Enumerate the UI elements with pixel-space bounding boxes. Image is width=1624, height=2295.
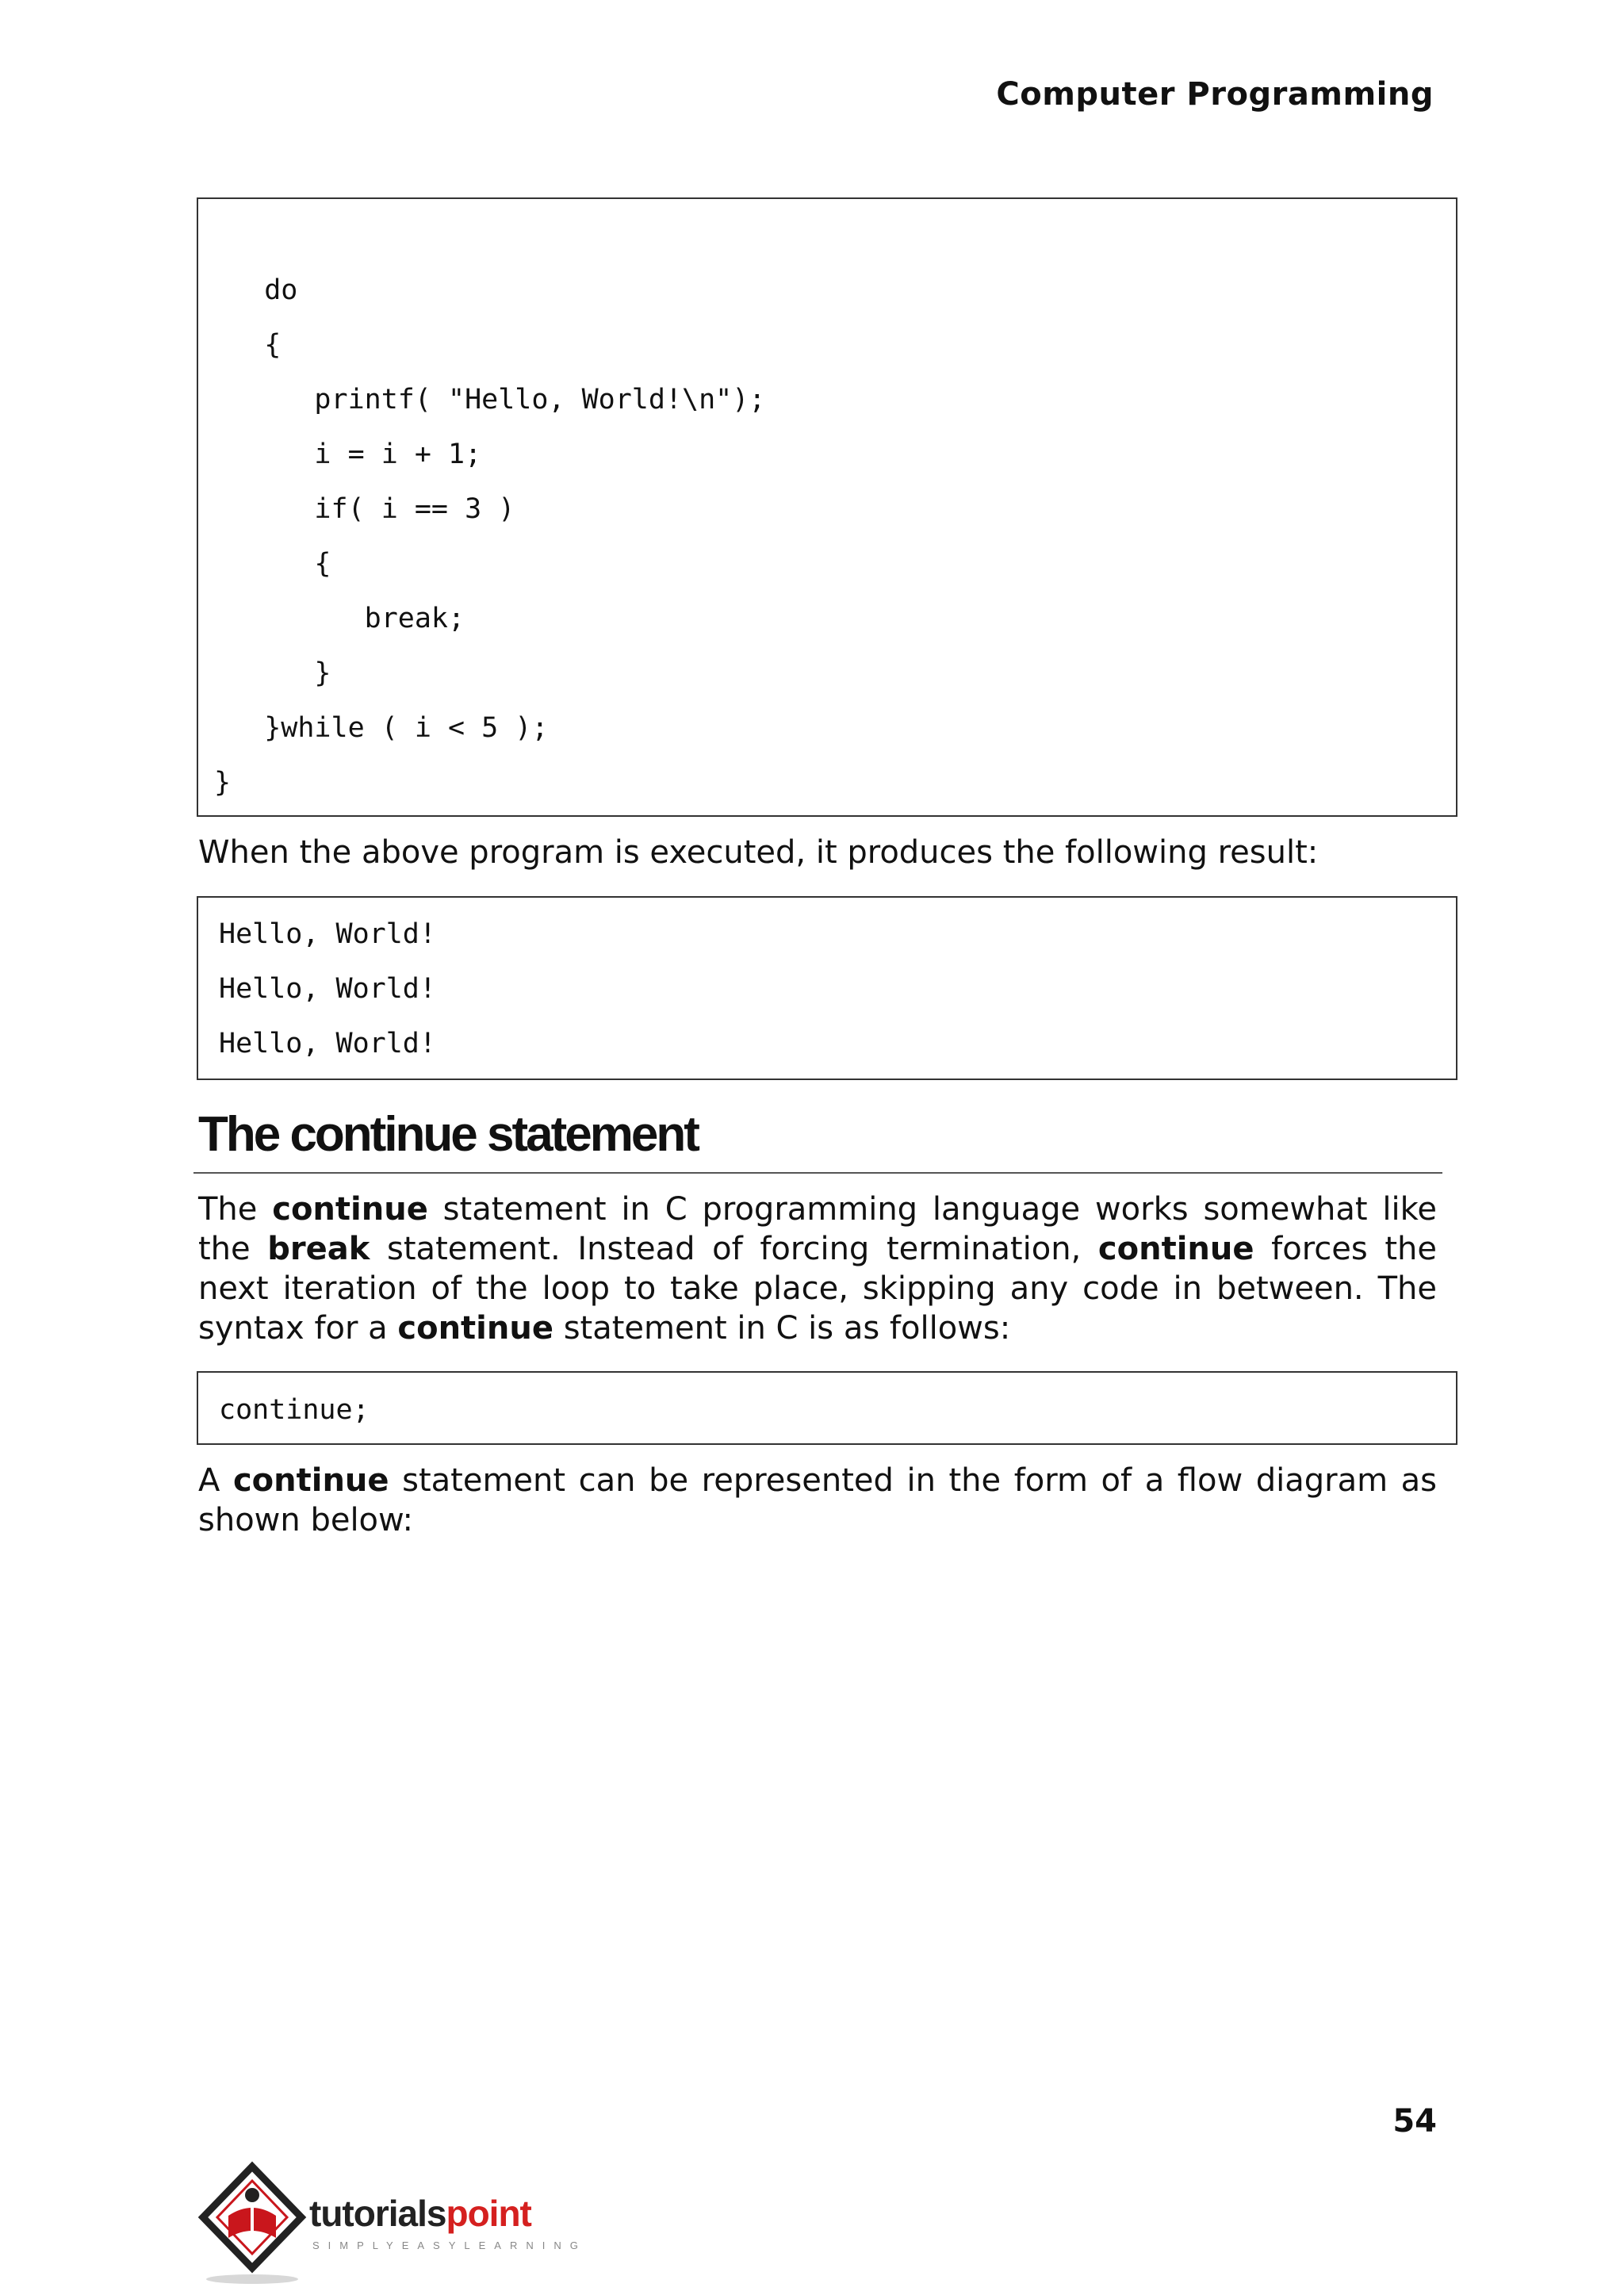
- syntax-code-line: continue;: [219, 1394, 370, 1426]
- code-line: break;: [214, 603, 465, 634]
- continue-description-paragraph: The continue statement in C programming language works somewhat like the break statement. Instead of forcing termination, continue forces the next iteration of the loop to take place, skipping any code in between. The syntax for a continue statement in C is as follows:: [198, 1191, 1438, 1347]
- code-line: if( i == 3 ): [214, 493, 515, 525]
- code-line: {: [214, 548, 331, 580]
- output-line: Hello, World!: [219, 1028, 436, 1059]
- program-output-block: [197, 896, 1457, 1080]
- logo-emblem-icon: [197, 2160, 308, 2287]
- code-block: [197, 197, 1457, 817]
- syntax-code-block: [197, 1371, 1457, 1445]
- output-line: Hello, World!: [219, 918, 436, 950]
- logo-tagline: SIMPLYEASYLEARNING: [312, 2239, 587, 2251]
- page-number: 54: [1392, 2103, 1437, 2140]
- code-line: }while ( i < 5 );: [214, 712, 549, 744]
- code-line: }: [214, 657, 331, 689]
- logo-wordmark: tutorialspoint: [309, 2193, 531, 2234]
- section-heading: The continue statement: [198, 1107, 698, 1162]
- code-line: {: [214, 329, 282, 361]
- flow-diagram-intro-paragraph: A continue statement can be represented in the form of a flow diagram as shown below:: [198, 1462, 1438, 1538]
- result-intro-text: When the above program is executed, it produces the following result:: [198, 834, 1319, 871]
- page-header-title: Computer Programming: [996, 76, 1434, 113]
- output-line: Hello, World!: [219, 973, 436, 1005]
- section-divider: [193, 1172, 1442, 1174]
- code-line: i = i + 1;: [214, 439, 482, 470]
- tutorialspoint-logo: [197, 2160, 593, 2287]
- code-line: }: [214, 767, 232, 799]
- code-line: printf( "Hello, World!\n");: [214, 384, 766, 416]
- code-line: do: [214, 274, 298, 306]
